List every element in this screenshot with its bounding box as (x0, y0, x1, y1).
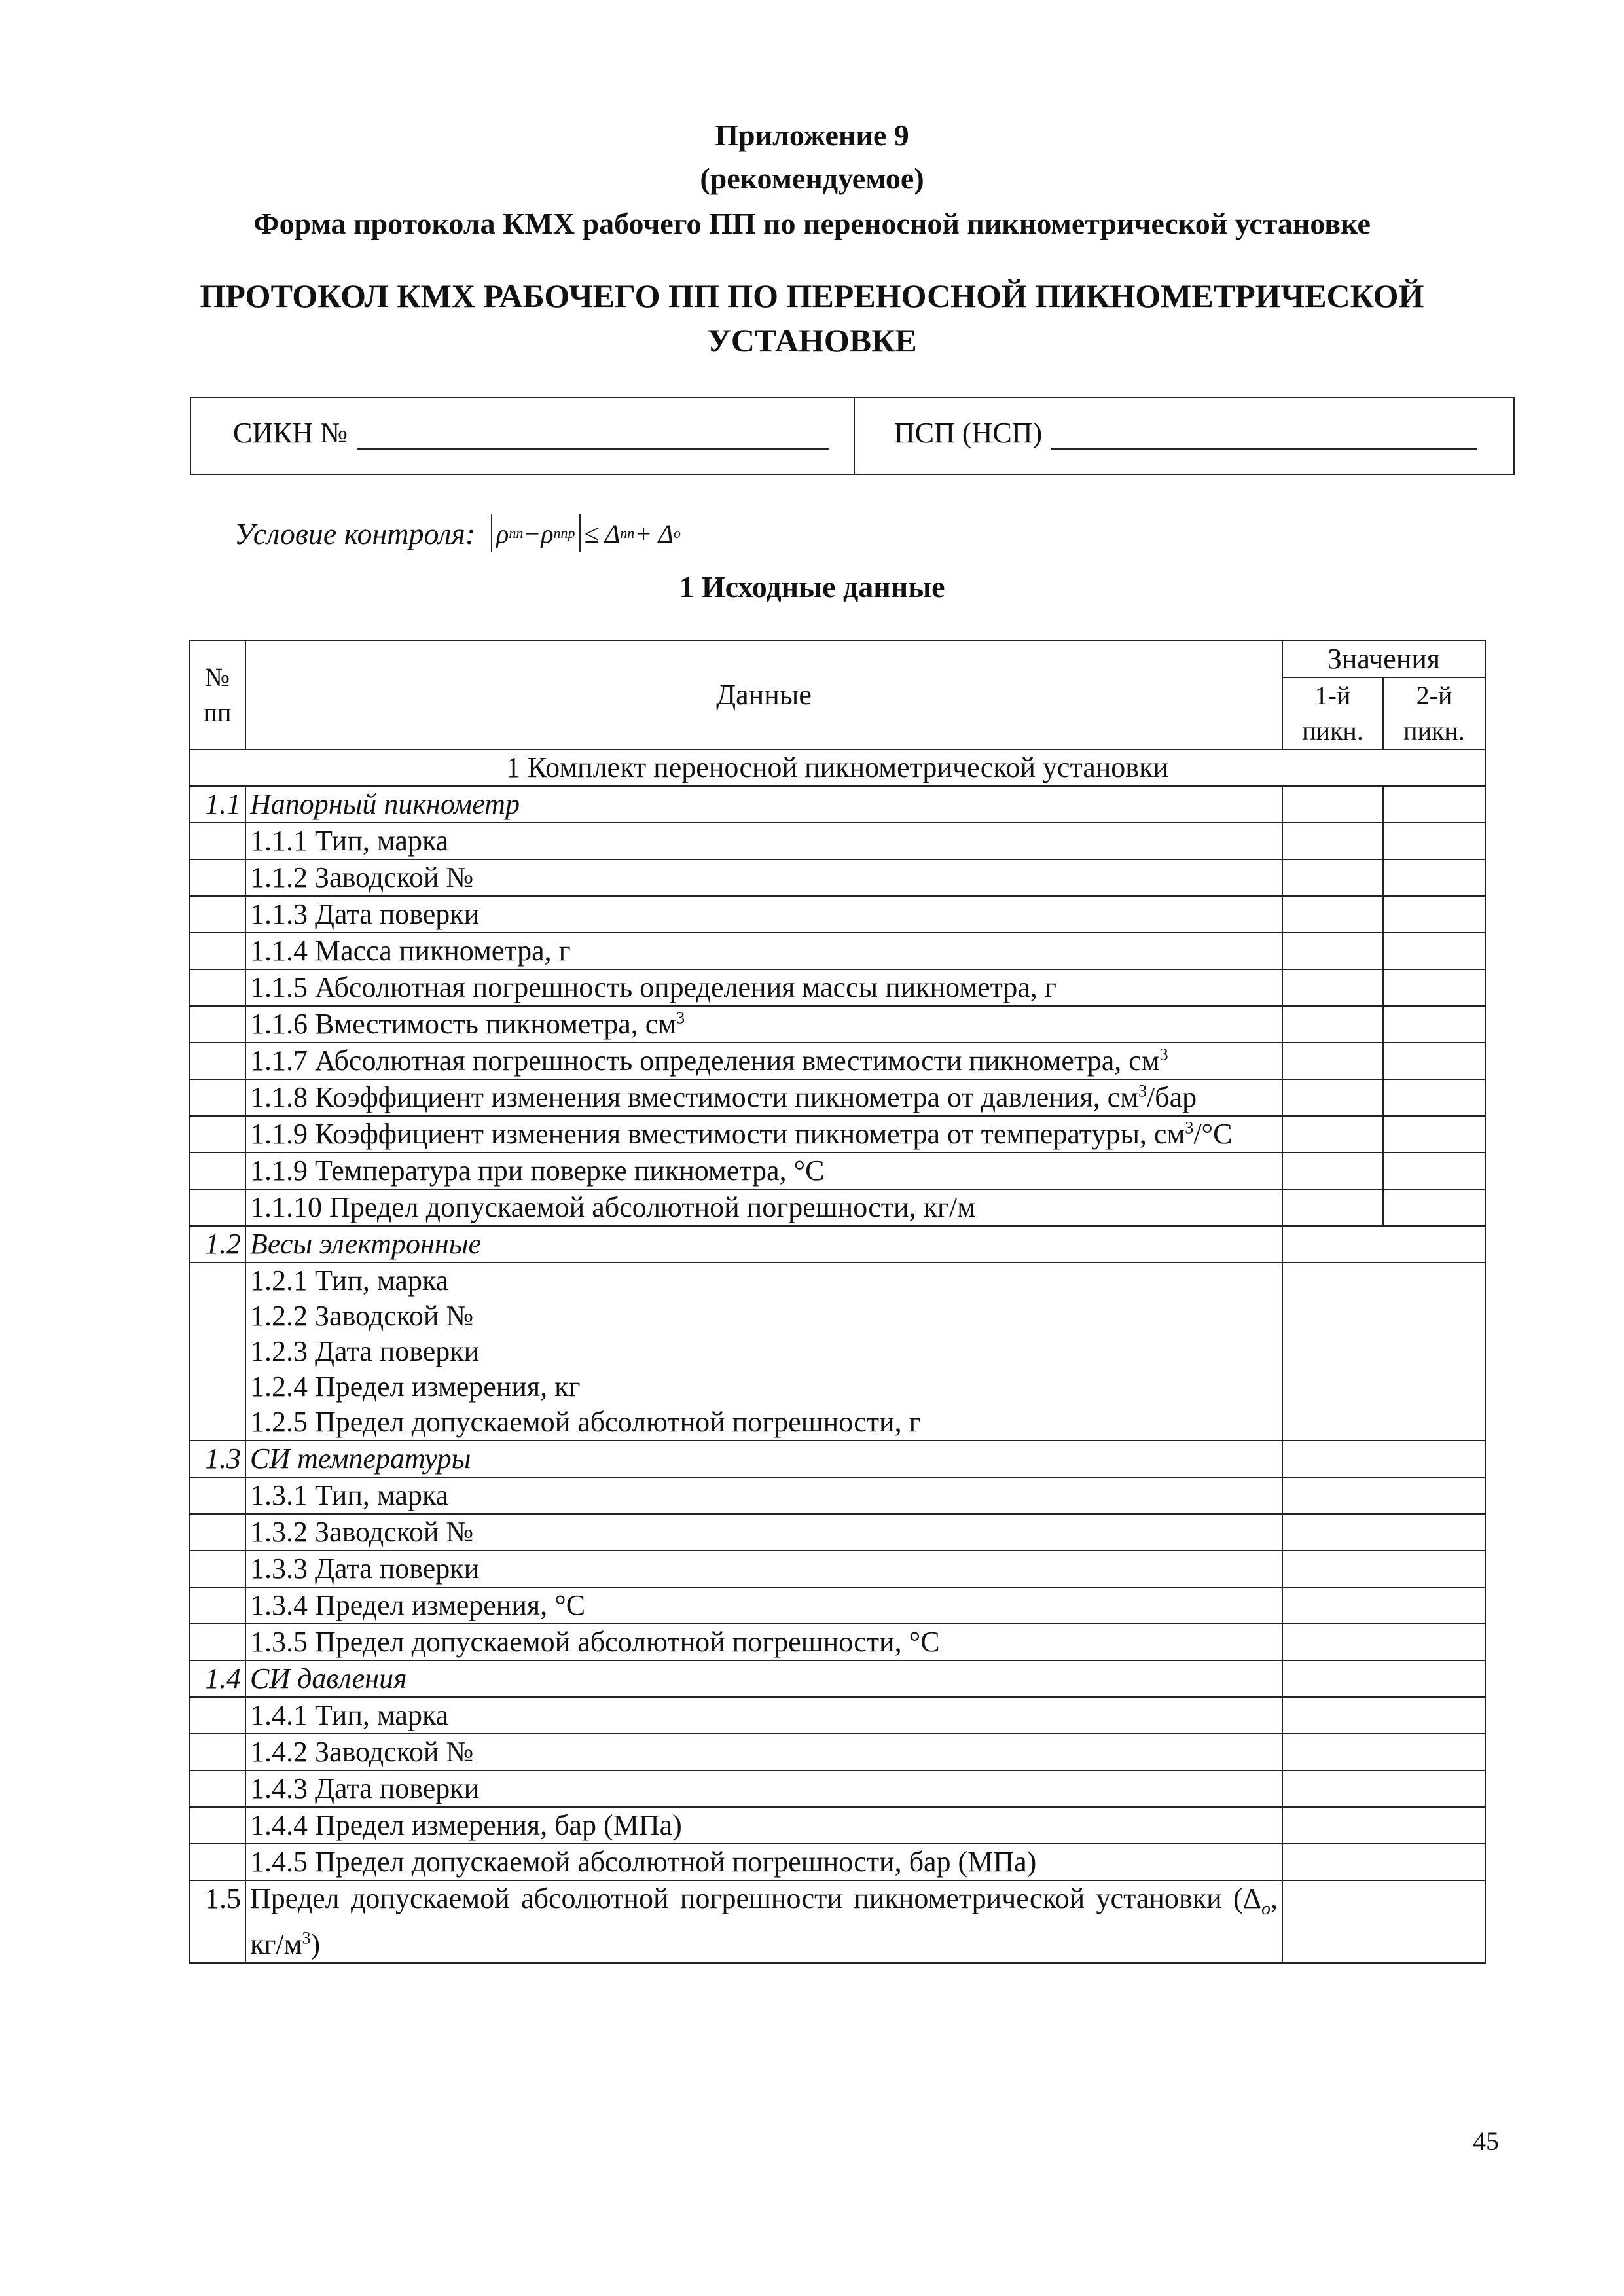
table-row (189, 933, 1485, 969)
value-cell[interactable] (1383, 823, 1485, 859)
group-title: Напорный пикнометр (245, 786, 1282, 823)
table-row (189, 1116, 1485, 1153)
group-title: СИ давления (245, 1660, 1282, 1697)
sikn-field[interactable] (233, 416, 829, 450)
table-row (189, 859, 1485, 896)
value-cell[interactable] (1282, 1660, 1485, 1697)
value-cell[interactable] (1282, 1807, 1485, 1844)
recommended-label: (рекомендуемое) (700, 162, 924, 195)
table-row (189, 1587, 1485, 1624)
group-num: 1.3 (189, 1441, 245, 1477)
table-row (189, 1226, 1485, 1263)
psp-input-line[interactable] (1051, 420, 1477, 450)
value-cell[interactable] (1383, 786, 1485, 823)
value-cell[interactable] (1282, 1441, 1485, 1477)
value-cell[interactable] (1383, 1043, 1485, 1079)
source-data-table (189, 640, 1486, 1964)
group-num: 1.1 (189, 786, 245, 823)
sub-pp-1: пп (509, 525, 524, 541)
box-divider (854, 398, 855, 474)
value-cell[interactable] (1282, 1477, 1485, 1514)
col-num-header: № пп (189, 641, 245, 749)
row-label: 1.4.3 Дата поверки (245, 1770, 1282, 1807)
table-row (189, 1153, 1485, 1189)
sikn-input-line[interactable] (357, 420, 829, 450)
row-label: 1.3.1 Тип, марка (245, 1477, 1282, 1514)
table-row (189, 1043, 1485, 1079)
row-label: 1.3.4 Предел измерения, °С (245, 1587, 1282, 1624)
table-row (189, 786, 1485, 823)
row-label: 1.1.9 Температура при поверке пикнометра, °С (245, 1153, 1282, 1189)
group-title: Весы электронные (245, 1226, 1282, 1263)
abs-bar-left (491, 514, 492, 552)
row-label: 1.3.3 Дата поверки (245, 1551, 1282, 1587)
row-label: 1.4.2 Заводской № (245, 1734, 1282, 1770)
sub-pp-2: пп (620, 525, 635, 541)
table-row (189, 1880, 1485, 1963)
value-cell[interactable] (1383, 1006, 1485, 1043)
table-row (189, 1551, 1485, 1587)
col-p1-header: 1-й пикн. (1282, 677, 1383, 749)
row-label: Предел допускаемой абсолютной погрешности пикнометрической установки ($\Delta_о$, $кг/м^3$) (245, 1880, 1282, 1963)
col-values-header: Значения (1282, 641, 1485, 677)
group-title: СИ температуры (245, 1441, 1282, 1477)
condition-formula (487, 514, 681, 552)
value-cell[interactable] (1383, 933, 1485, 969)
value-cell[interactable] (1383, 1116, 1485, 1153)
row-label: 1.1.2 Заводской № (245, 859, 1282, 896)
table-row (189, 1844, 1485, 1880)
value-cell[interactable] (1282, 1880, 1485, 1963)
col-p2-header: 2-й пикн. (1383, 677, 1485, 749)
row-label: 1.1.6 Вместимость пикнометра, $см^3$ (245, 1006, 1282, 1043)
group-num: 1.2 (189, 1226, 245, 1263)
row-label: 1.1.1 Тип, марка (245, 823, 1282, 859)
value-cell[interactable] (1282, 1006, 1383, 1043)
kit-title: 1 Комплект переносной пикнометрической установки (189, 749, 1485, 786)
value-cell[interactable] (1282, 1734, 1485, 1770)
table-row (189, 749, 1485, 786)
value-cell[interactable] (1282, 933, 1383, 969)
table-row (189, 1734, 1485, 1770)
value-cell[interactable] (1383, 1153, 1485, 1189)
value-cell[interactable] (1282, 786, 1383, 823)
table-row (189, 1189, 1485, 1226)
value-cell[interactable] (1383, 859, 1485, 896)
table-row (189, 1079, 1485, 1116)
protocol-title-line1: ПРОТОКОЛ КМХ РАБОЧЕГО ПП ПО ПЕРЕНОСНОЙ ПИКНОМЕТРИЧЕСКОЙ (200, 278, 1424, 314)
value-cell[interactable] (1282, 1697, 1485, 1734)
value-cell[interactable] (1282, 1587, 1485, 1624)
value-cell[interactable] (1383, 1079, 1485, 1116)
control-condition (234, 514, 681, 552)
station-fields-box (190, 397, 1515, 475)
row-label: 1.2.1 Тип, марка (250, 1265, 449, 1297)
value-cell[interactable] (1282, 1770, 1485, 1807)
section-title: 1 Исходные данные (679, 570, 945, 603)
value-cell[interactable] (1282, 823, 1383, 859)
table-row (189, 1770, 1485, 1807)
value-cell[interactable] (1383, 1189, 1485, 1226)
value-cell[interactable] (1282, 1844, 1485, 1880)
condition-label: Условие контроля: (234, 516, 476, 550)
row-label: 1.1.8 Коэффициент изменения вместимости пикнометра от давления, $см^3$/бар (245, 1079, 1282, 1116)
form-title: Форма протокола КМХ рабочего ПП по переносной пикнометрической установке (253, 207, 1371, 240)
row-label: 1.2.3 Дата поверки (250, 1335, 480, 1367)
row-label: 1.1.7 Абсолютная погрешность определения вместимости пикнометра, $см^3$ (245, 1043, 1282, 1079)
table-header-row (189, 641, 1485, 677)
row-label: 1.4.5 Предел допускаемой абсолютной погрешности, бар (МПа) (245, 1844, 1282, 1880)
value-cell[interactable] (1282, 1043, 1383, 1079)
group-num: 1.4 (189, 1660, 245, 1697)
row-label: 1.1.5 Абсолютная погрешность определения массы пикнометра, г (245, 969, 1282, 1006)
row-label: 1.2.4 Предел измерения, кг (250, 1371, 581, 1403)
row-label: 1.1.10 Предел допускаемой абсолютной погрешности, кг/м (245, 1189, 1282, 1226)
group-num: 1.5 (189, 1880, 245, 1963)
appendix-label: Приложение 9 (715, 118, 909, 152)
table-row (189, 1660, 1485, 1697)
value-cell[interactable] (1282, 1079, 1383, 1116)
psp-field[interactable] (894, 416, 1477, 450)
row-label: 1.4.4 Предел измерения, бар (МПа) (245, 1807, 1282, 1844)
value-cell[interactable] (1282, 1226, 1485, 1263)
table-row (189, 1477, 1485, 1514)
table-row (189, 1441, 1485, 1477)
protocol-title-line2: УСТАНОВКЕ (707, 322, 917, 359)
row-label: 1.1.9 Коэффициент изменения вместимости пикнометра от температуры, $см^3/^\circ С$ (245, 1116, 1282, 1153)
le-delta: ≤ Δ (584, 518, 621, 548)
row-label: 1.2.2 Заводской № (250, 1300, 474, 1332)
sub-ppr: ппр (553, 525, 575, 541)
table-row (189, 823, 1485, 859)
row-label: 1.4.1 Тип, марка (245, 1697, 1282, 1734)
row-label-block (245, 1263, 1282, 1441)
value-cell[interactable] (1282, 1514, 1485, 1551)
table-row (189, 1006, 1485, 1043)
value-cell[interactable] (1282, 859, 1383, 896)
row-label: 1.3.5 Предел допускаемой абсолютной погрешности, °С (245, 1624, 1282, 1660)
value-cell[interactable] (1282, 969, 1383, 1006)
row-label: 1.1.3 Дата поверки (245, 896, 1282, 933)
table-row (189, 896, 1485, 933)
psp-label: ПСП (НСП) (894, 417, 1043, 449)
table-row (189, 969, 1485, 1006)
value-cell[interactable] (1282, 1263, 1485, 1441)
value-cell[interactable] (1282, 1189, 1383, 1226)
table-row (189, 1263, 1485, 1441)
row-label: 1.1.4 Масса пикнометра, г (245, 933, 1282, 969)
value-cell[interactable] (1282, 1153, 1383, 1189)
col-data-header: Данные (245, 641, 1282, 749)
rho-1: ρ (496, 518, 509, 548)
value-cell[interactable] (1383, 896, 1485, 933)
page-number: 45 (1473, 2126, 1499, 2156)
table-row (189, 1697, 1485, 1734)
value-cell[interactable] (1282, 896, 1383, 933)
abs-bar-right (579, 514, 581, 552)
minus-sign: − (523, 518, 541, 548)
sikn-label: СИКН № (233, 417, 348, 449)
sub-o: о (674, 525, 681, 541)
row-label: 1.2.5 Предел допускаемой абсолютной погрешности, г (250, 1406, 921, 1438)
rho-2: ρ (541, 518, 554, 548)
value-cell[interactable] (1282, 1551, 1485, 1587)
value-cell[interactable] (1282, 1116, 1383, 1153)
plus-delta: + Δ (634, 518, 674, 548)
table-row (189, 1807, 1485, 1844)
row-label: 1.3.2 Заводской № (245, 1514, 1282, 1551)
protocol-title (0, 274, 1624, 363)
table-row (189, 1514, 1485, 1551)
value-cell[interactable] (1282, 1624, 1485, 1660)
value-cell[interactable] (1383, 969, 1485, 1006)
table-row (189, 1624, 1485, 1660)
